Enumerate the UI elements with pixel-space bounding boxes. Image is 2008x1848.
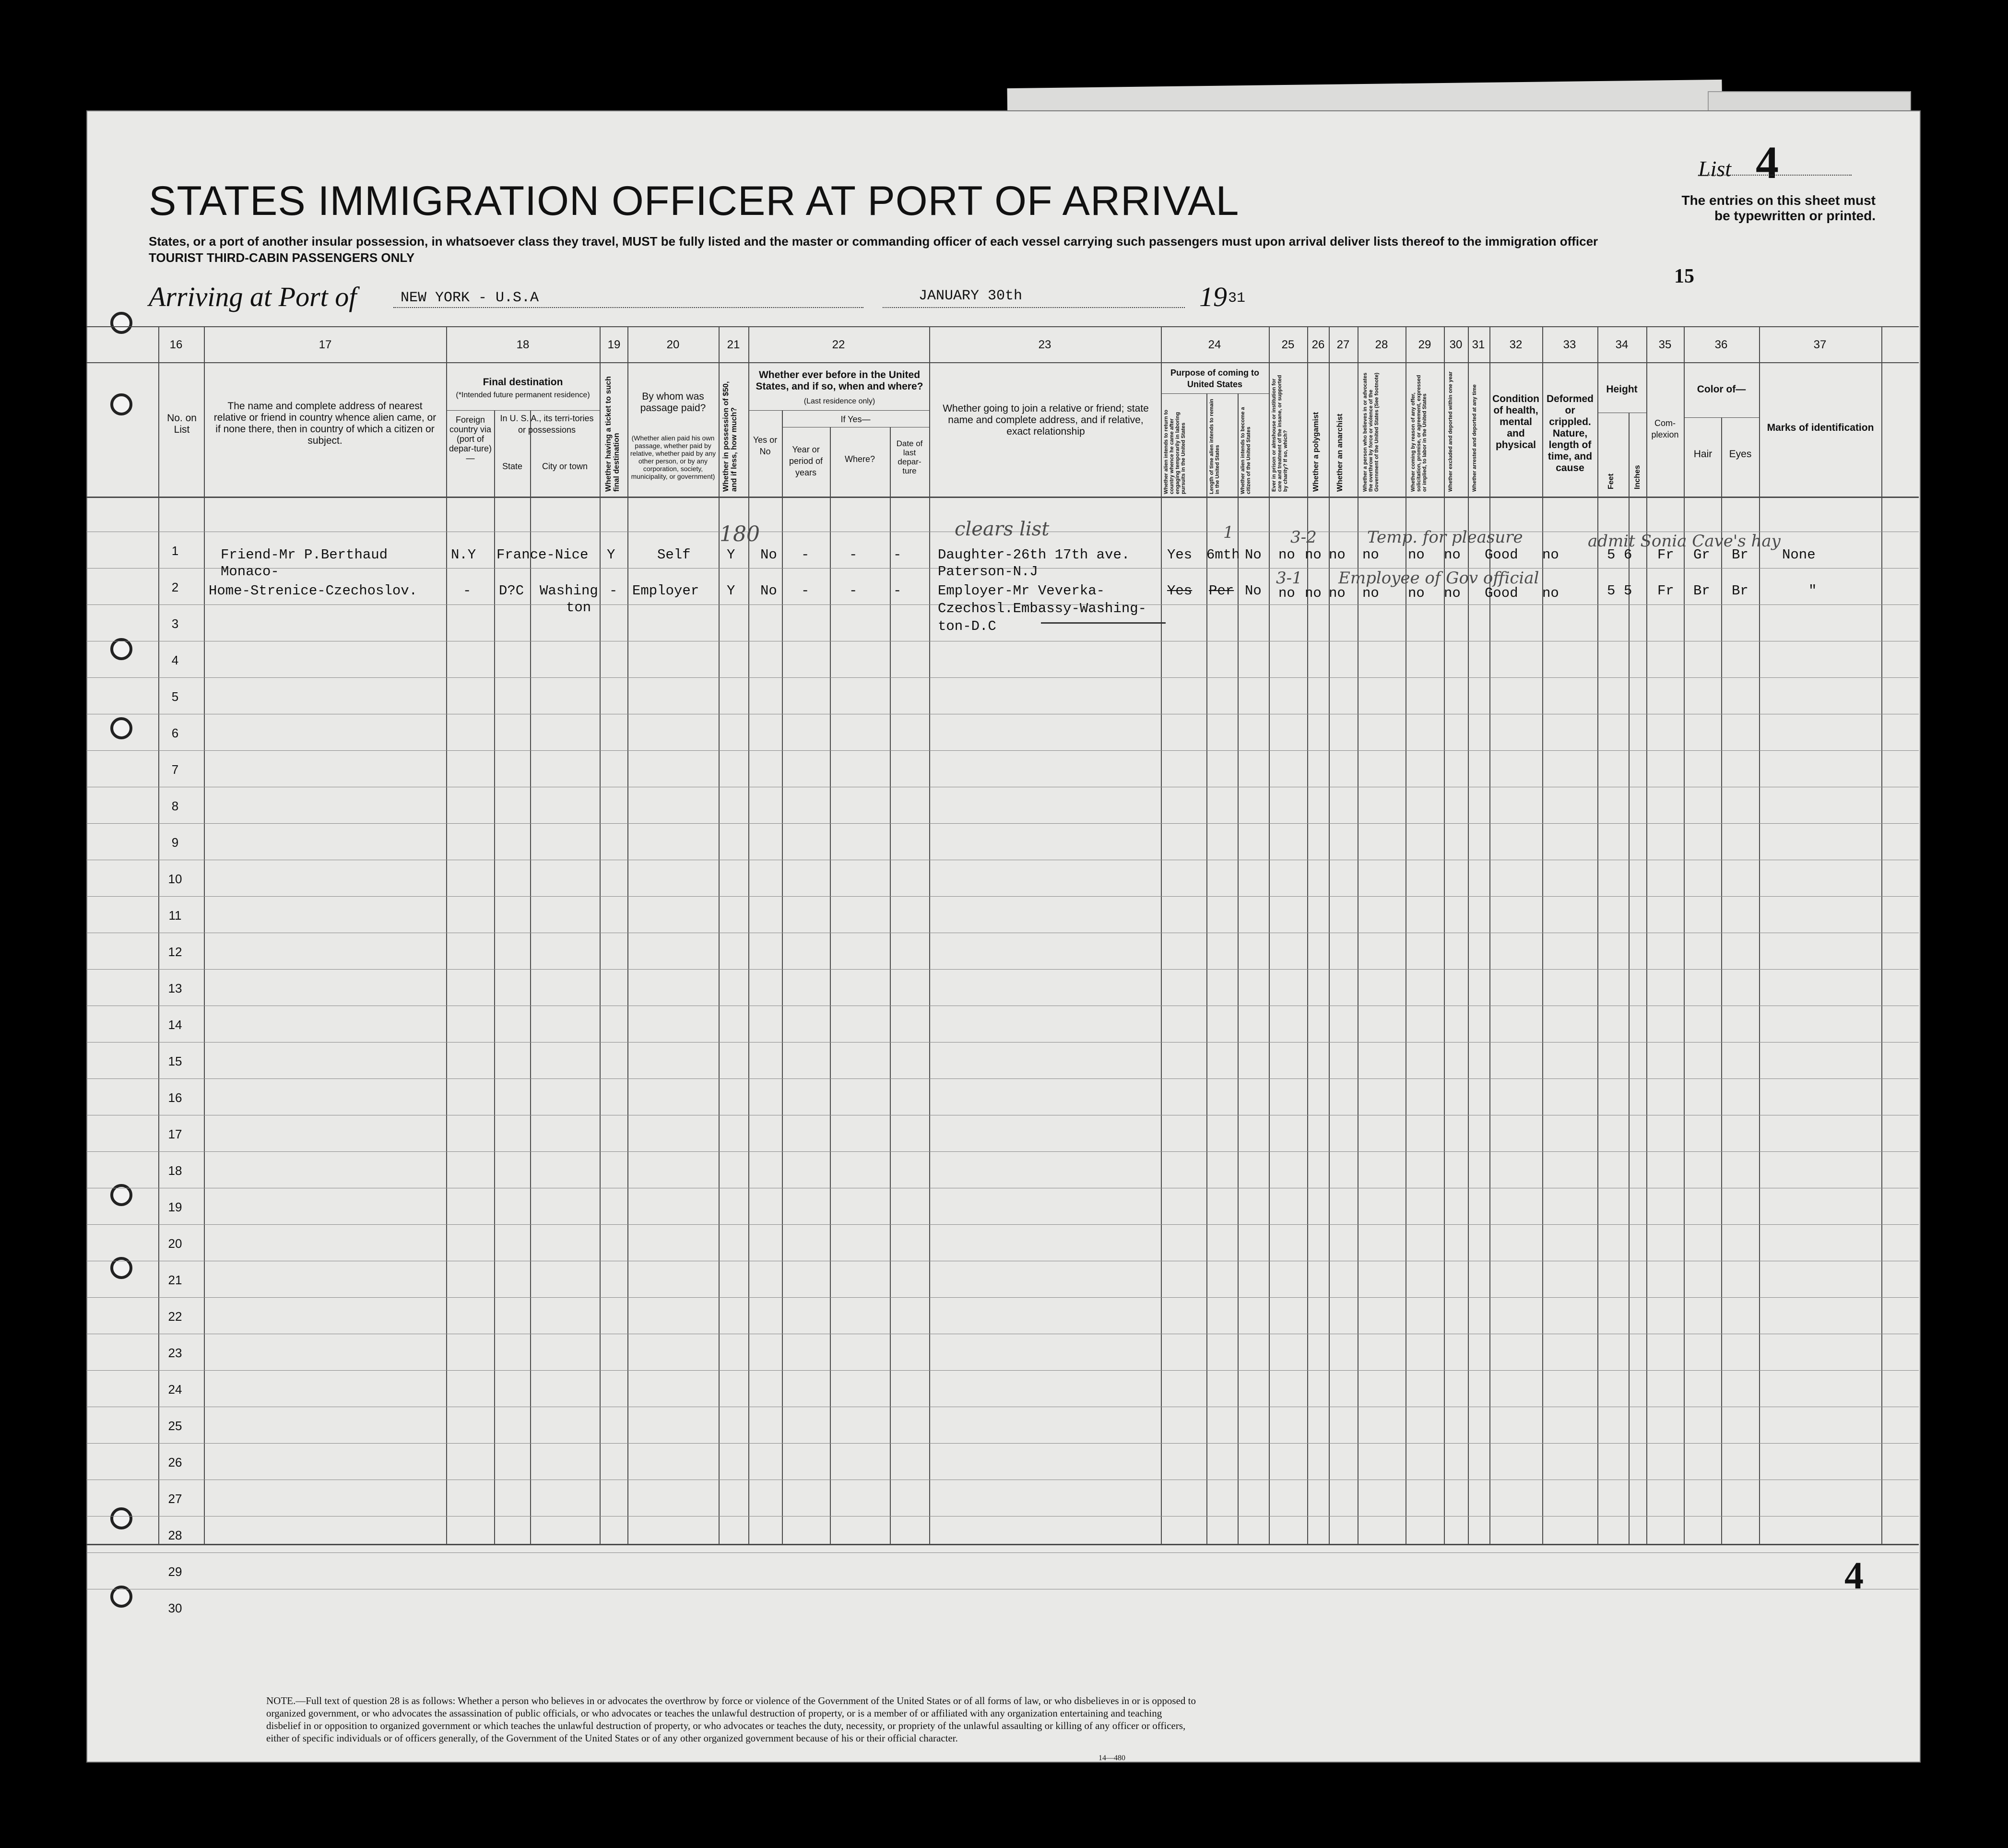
column-divider xyxy=(1721,417,1722,1545)
row2-citizen: No xyxy=(1245,583,1262,599)
row2-marks: " xyxy=(1808,583,1817,599)
row-number: 22 xyxy=(168,1309,182,1324)
header-q31: Whether arrested and deported at any time xyxy=(1472,384,1477,492)
page-number: 15 xyxy=(1674,265,1694,287)
row2-money: Y xyxy=(727,583,735,599)
header-q29: Whether coming by reason of any offer, solicitation, promise, or agreement, expressed or implied, to labor in the United States xyxy=(1410,375,1428,492)
column-divider xyxy=(600,326,601,1545)
column-number: 24 xyxy=(1208,338,1221,351)
row-line xyxy=(86,1224,1919,1225)
column-number: 19 xyxy=(607,338,621,351)
row1-marks: None xyxy=(1782,547,1816,563)
binder-hole xyxy=(110,1184,132,1206)
column-number: 34 xyxy=(1615,338,1629,351)
header-purpose-length: Length of time alien intends to remain in the United States xyxy=(1209,399,1220,494)
row1-date-last: - xyxy=(893,547,902,563)
row-number: 28 xyxy=(168,1528,182,1542)
subheader-divider xyxy=(494,410,600,411)
header-purpose-citizen: Whether alien intends to become a citizen of the United States xyxy=(1240,407,1252,494)
row2-q29: no xyxy=(1408,585,1425,601)
row2-length: Per xyxy=(1209,583,1234,599)
header-ever-before-note: (Last residence only) xyxy=(803,397,875,405)
header-polygamist: Whether a polygamist xyxy=(1312,412,1320,492)
row1-length: 6mth xyxy=(1206,547,1240,563)
typewrite-note-line1: The entries on this sheet must xyxy=(1681,193,1876,208)
row1-relative-line2: Monaco- xyxy=(221,564,279,580)
row2-q28: no xyxy=(1362,585,1379,601)
row2-eyes: Br xyxy=(1732,583,1748,599)
page-subtitle: States, or a port of another insular possession, in whatsoever class they travel, MUST be fully listed and the master or commanding officer of each vessel carrying such passengers must upon arrival deliver lists thereof to the immigration officer xyxy=(149,234,1598,249)
row-number: 26 xyxy=(168,1455,182,1469)
row-number: 2 xyxy=(171,580,179,594)
row-number: 16 xyxy=(168,1090,182,1105)
row2-relative: Home-Strenice-Czechoslov. xyxy=(209,583,418,599)
row-line xyxy=(86,1151,1919,1152)
row-number: 12 xyxy=(168,945,182,959)
row-line xyxy=(86,1078,1919,1079)
row-number: 7 xyxy=(171,762,179,777)
column-number: 30 xyxy=(1449,338,1463,351)
binder-hole xyxy=(110,717,132,739)
header-color-of: Color of— xyxy=(1697,384,1746,395)
column-divider xyxy=(1161,326,1162,1545)
row-number: 8 xyxy=(171,799,179,813)
row1-q30: no xyxy=(1444,547,1461,563)
row1-ticket: Y xyxy=(607,547,615,563)
footnote: NOTE.—Full text of question 28 is as follows: Whether a person who believes in or advocates the overthrow by force or violence of the Government of the United States or of all forms of law, or who disbelieves in or is opposed to organized government, or who advocates the assassination of public officials, or who advocates or teaches the unlawful destruction of property, or is a member of or affiliated with any organization entertaining and teaching disbelief in or opposition to organized government or which teaches the unlawful destruction of property, or who advocates or teaches the duty, necessity, or propriety of the unlawful assaulting or killing of any officer or officers, either of specific individuals or of officers generally, of the Government of the United States or of any other organized government because of his or their official character. xyxy=(266,1695,1196,1744)
row-number: 24 xyxy=(168,1382,182,1397)
row2-ever-before: No xyxy=(760,583,777,599)
row-number: 20 xyxy=(168,1236,182,1251)
column-divider xyxy=(1468,326,1469,1545)
column-number-border xyxy=(86,362,1919,363)
column-number: 31 xyxy=(1472,338,1485,351)
column-divider xyxy=(830,427,831,1545)
column-number: 17 xyxy=(319,338,332,351)
row1-year: - xyxy=(801,547,810,563)
column-divider xyxy=(1629,413,1630,1545)
binder-hole xyxy=(110,1257,132,1279)
underline-embassy xyxy=(1041,622,1166,624)
row-number: 13 xyxy=(168,981,182,995)
header-prison: Ever in prison or almshouse or institution for care and treatment of the insane, or supported by charity? If so, which? xyxy=(1271,375,1288,492)
column-divider xyxy=(1307,326,1308,1545)
column-number: 28 xyxy=(1375,338,1388,351)
annotation-q28-row1: Temp. for pleasure xyxy=(1367,528,1523,547)
row1-q29: no xyxy=(1408,547,1425,563)
column-divider xyxy=(890,427,891,1545)
row-number: 3 xyxy=(171,616,179,631)
header-purpose-return: Whether alien intends to return to country whence he came after engaging temporarily in laboring pursuits in the United States xyxy=(1163,409,1186,494)
row1-q28: no xyxy=(1362,547,1379,563)
table-bottom-border xyxy=(86,1544,1919,1545)
column-divider xyxy=(158,326,159,1545)
row-number: 11 xyxy=(168,908,182,923)
header-condition: Condition of health, mental and physical xyxy=(1492,393,1539,450)
column-number: 25 xyxy=(1281,338,1295,351)
annotation-money: 180 xyxy=(720,522,760,546)
row1-where: - xyxy=(849,547,858,563)
row2-deformed: no xyxy=(1542,585,1559,601)
typewrite-note-line2: be typewritten or printed. xyxy=(1714,208,1876,223)
header-yes-or-no: Yes or No xyxy=(753,435,778,456)
header-inches: Inches xyxy=(1633,465,1642,489)
header-bottom-border xyxy=(86,497,1919,498)
header-q30: Whether excluded and deported within one year xyxy=(1448,371,1453,492)
row-number: 25 xyxy=(168,1419,182,1433)
column-divider xyxy=(1542,326,1543,1545)
column-divider xyxy=(782,410,783,1545)
row1-complexion: Fr xyxy=(1657,547,1674,563)
annotation-q25-row2: 3-1 xyxy=(1276,569,1302,588)
header-marks: Marks of identification xyxy=(1767,422,1874,433)
year-suffix: 31 xyxy=(1228,290,1246,307)
column-number: 20 xyxy=(666,338,680,351)
row2-complexion: Fr xyxy=(1657,583,1674,599)
column-divider xyxy=(1646,326,1647,1545)
row1-citizen: No xyxy=(1245,547,1262,563)
bottom-page-number: 4 xyxy=(1844,1555,1864,1597)
row1-ever-before: No xyxy=(760,547,777,563)
row-line xyxy=(86,823,1919,824)
column-divider xyxy=(929,326,930,1545)
form-number: 14—480 xyxy=(1098,1754,1125,1762)
column-number: 37 xyxy=(1813,338,1827,351)
row-line xyxy=(86,750,1919,751)
header-height: Height xyxy=(1606,384,1638,395)
subheader-divider xyxy=(1684,417,1759,418)
page-title: STATES IMMIGRATION OFFICER AT PORT OF ARRIVAL xyxy=(149,178,1240,224)
row2-hair: Br xyxy=(1693,583,1710,599)
column-number: 18 xyxy=(516,338,530,351)
column-divider xyxy=(1269,326,1270,1545)
column-divider xyxy=(1489,326,1490,1545)
header-join-relative: Whether going to join a relative or friend; state name and complete address, and if relative, exact relationship xyxy=(943,403,1149,437)
row-number: 14 xyxy=(168,1018,182,1032)
header-purpose: Purpose of coming to United States xyxy=(1170,368,1259,389)
row2-condition: Good xyxy=(1485,585,1518,601)
class-note: TOURIST THIRD-CABIN PASSENGERS ONLY xyxy=(149,250,415,265)
row-number: 4 xyxy=(171,653,179,667)
column-number: 22 xyxy=(832,338,845,351)
row2-q25: no xyxy=(1278,585,1295,601)
row2-year: - xyxy=(801,583,810,599)
header-by-whom-paid: By whom was passage paid? xyxy=(640,391,706,414)
header-city: City or town xyxy=(542,462,588,471)
row2-paid-by: Employer xyxy=(632,583,699,599)
arriving-label: Arriving at Port of xyxy=(149,281,357,312)
row-line xyxy=(86,677,1919,678)
annotation-q28-row2: Employee of Gov official xyxy=(1338,569,1539,588)
date-underline xyxy=(883,307,1185,308)
header-no-on-list: No. on List xyxy=(167,413,197,435)
header-nearest-relative: The name and complete address of nearest relative or friend in country whence alien came, or if none there, then in country of which a citizen or subject. xyxy=(213,401,437,446)
list-label: List xyxy=(1698,156,1732,181)
port-value: NEW YORK - U.S.A xyxy=(401,290,539,306)
column-number: 26 xyxy=(1311,338,1325,351)
header-state: State xyxy=(502,462,523,471)
row-number: 9 xyxy=(171,835,179,850)
row1-eyes: Br xyxy=(1732,547,1748,563)
column-divider xyxy=(530,410,531,1545)
header-foreign-country: Foreign country via (port of depar-ture)— xyxy=(449,415,492,463)
row1-hair: Gr xyxy=(1693,547,1710,563)
row2-city-line2: ton xyxy=(566,600,591,616)
annotation-q24: 1 xyxy=(1223,523,1234,542)
header-possession-50: Whether in possession of $50, and if less, how much? xyxy=(722,381,738,492)
header-final-destination-note: (*Intended future permanent residence) xyxy=(456,391,590,399)
row1-foreign-country: N.Y xyxy=(451,547,476,563)
row2-join-line2: Czechosl.Embassy-Washing- xyxy=(938,601,1147,616)
column-divider xyxy=(1444,326,1445,1545)
annotation-q25-row1: 3-2 xyxy=(1290,528,1317,547)
row-number: 15 xyxy=(168,1054,182,1068)
row1-relative: Friend-Mr P.Berthaud xyxy=(221,547,388,563)
column-number: 27 xyxy=(1336,338,1350,351)
subheader-divider xyxy=(1161,393,1269,394)
header-hair: Hair xyxy=(1693,449,1713,460)
row2-feet: 5 xyxy=(1607,583,1616,599)
annotation-join: clears list xyxy=(955,518,1050,540)
row-number: 27 xyxy=(168,1492,182,1506)
binder-hole xyxy=(110,312,132,334)
row2-join: Employer-Mr Veverka- xyxy=(938,583,1105,599)
row2-q26: no xyxy=(1305,585,1322,601)
row2-where: - xyxy=(849,583,858,599)
row-number: 21 xyxy=(168,1273,182,1287)
row1-inches: 6 xyxy=(1624,547,1632,563)
column-divider xyxy=(719,326,720,1545)
row1-join: Daughter-26th 17th ave. xyxy=(938,547,1130,563)
header-by-whom-paid-note: (Whether alien paid his own passage, whether paid by relative, whether paid by any other person, or by any corporation, society, municipality, or government) xyxy=(630,434,716,480)
column-divider xyxy=(1597,326,1598,1545)
row1-q25: no xyxy=(1278,547,1295,563)
column-divider xyxy=(204,326,205,1545)
column-divider xyxy=(1684,326,1685,1545)
row2-q30: no xyxy=(1444,585,1461,601)
typewrite-note xyxy=(1650,193,1876,224)
row1-condition: Good xyxy=(1485,547,1518,563)
column-number: 16 xyxy=(169,338,183,351)
header-q28: Whether a person who believes in or advocates the overthrow by force or violence of the Government of the United States (See footnote) xyxy=(1362,372,1380,492)
port-underline xyxy=(393,307,863,308)
column-divider xyxy=(1329,326,1330,1545)
column-divider xyxy=(494,410,495,1545)
header-complexion: Com-plexion xyxy=(1651,418,1679,439)
list-underline xyxy=(1698,175,1852,176)
manifest-sheet xyxy=(86,110,1921,1763)
header-deformed: Deformed or crippled. Nature, length of time, and cause xyxy=(1546,393,1594,474)
row-line xyxy=(86,1297,1919,1298)
row2-purpose-return: Yes xyxy=(1167,583,1193,599)
column-number: 36 xyxy=(1714,338,1728,351)
row-line xyxy=(86,896,1919,897)
row2-date-last: - xyxy=(893,583,902,599)
year-prefix: 19 xyxy=(1199,281,1227,312)
column-number: 33 xyxy=(1563,338,1576,351)
row-number: 29 xyxy=(168,1564,182,1579)
row2-inches: 5 xyxy=(1624,583,1632,599)
row-number: 23 xyxy=(168,1346,182,1360)
row1-q27: no xyxy=(1329,547,1346,563)
header-ever-before: Whether ever before in the United States, and if so, when and where? xyxy=(756,369,923,392)
row1-deformed: no xyxy=(1542,547,1559,563)
date-value: JANUARY 30th xyxy=(919,288,1023,304)
header-anarchist: Whether an anarchist xyxy=(1336,414,1344,492)
row2-city: Washing xyxy=(540,583,598,599)
row-number: 30 xyxy=(168,1601,182,1615)
row1-purpose-return: Yes xyxy=(1167,547,1193,563)
column-divider xyxy=(748,326,749,1545)
row-line xyxy=(86,969,1919,970)
header-eyes: Eyes xyxy=(1729,449,1752,460)
column-divider xyxy=(446,326,447,1545)
column-divider xyxy=(627,326,628,1545)
row-line xyxy=(86,1443,1919,1444)
table-top-border xyxy=(86,326,1919,327)
annotation-tail-row1: admit Sonia Cave's hay xyxy=(1588,532,1781,551)
column-number: 35 xyxy=(1658,338,1672,351)
list-number: 4 xyxy=(1756,137,1779,188)
row-number: 6 xyxy=(171,726,179,740)
row1-join-line2: Paterson-N.J xyxy=(938,564,1038,580)
row1-feet: 5 xyxy=(1607,547,1616,563)
row-line xyxy=(86,1552,1919,1553)
column-divider xyxy=(1759,326,1760,1545)
row-number: 5 xyxy=(171,689,179,704)
column-divider xyxy=(1881,326,1882,1545)
row2-state: D?C xyxy=(499,583,524,599)
row2-ticket: - xyxy=(609,583,618,599)
column-number: 23 xyxy=(1038,338,1051,351)
row1-q26: no xyxy=(1305,547,1322,563)
row2-q27: no xyxy=(1329,585,1346,601)
column-number: 21 xyxy=(727,338,740,351)
row-number: 18 xyxy=(168,1163,182,1178)
header-date-of-last-departure: Date of last depar-ture xyxy=(896,439,923,475)
header-where: Where? xyxy=(844,454,875,464)
row-number: 17 xyxy=(168,1127,182,1141)
row1-state: France-Nice xyxy=(496,547,589,563)
header-if-yes: If Yes— xyxy=(840,415,871,424)
header-year-or-period: Year or period of years xyxy=(789,445,823,477)
column-number: 29 xyxy=(1418,338,1431,351)
row2-join-line3: ton-D.C xyxy=(938,618,996,634)
row1-paid-by: Self xyxy=(657,547,691,563)
header-in-us: In U. S. A., its terri-tories or possessions xyxy=(500,414,594,435)
subheader-divider xyxy=(748,410,929,411)
row-number: 19 xyxy=(168,1200,182,1214)
binder-hole xyxy=(110,1507,132,1529)
row1-money: Y xyxy=(727,547,735,563)
header-feet: Feet xyxy=(1607,474,1615,489)
header-final-destination: Final destination xyxy=(483,377,563,388)
row-number: 10 xyxy=(168,872,182,886)
row2-foreign-country: - xyxy=(463,583,472,599)
row-line xyxy=(86,1370,1919,1371)
row-number: 1 xyxy=(171,544,179,558)
binder-hole xyxy=(110,393,132,415)
header-ticket: Whether having a ticket to such final destination xyxy=(604,376,621,492)
column-number: 32 xyxy=(1509,338,1523,351)
